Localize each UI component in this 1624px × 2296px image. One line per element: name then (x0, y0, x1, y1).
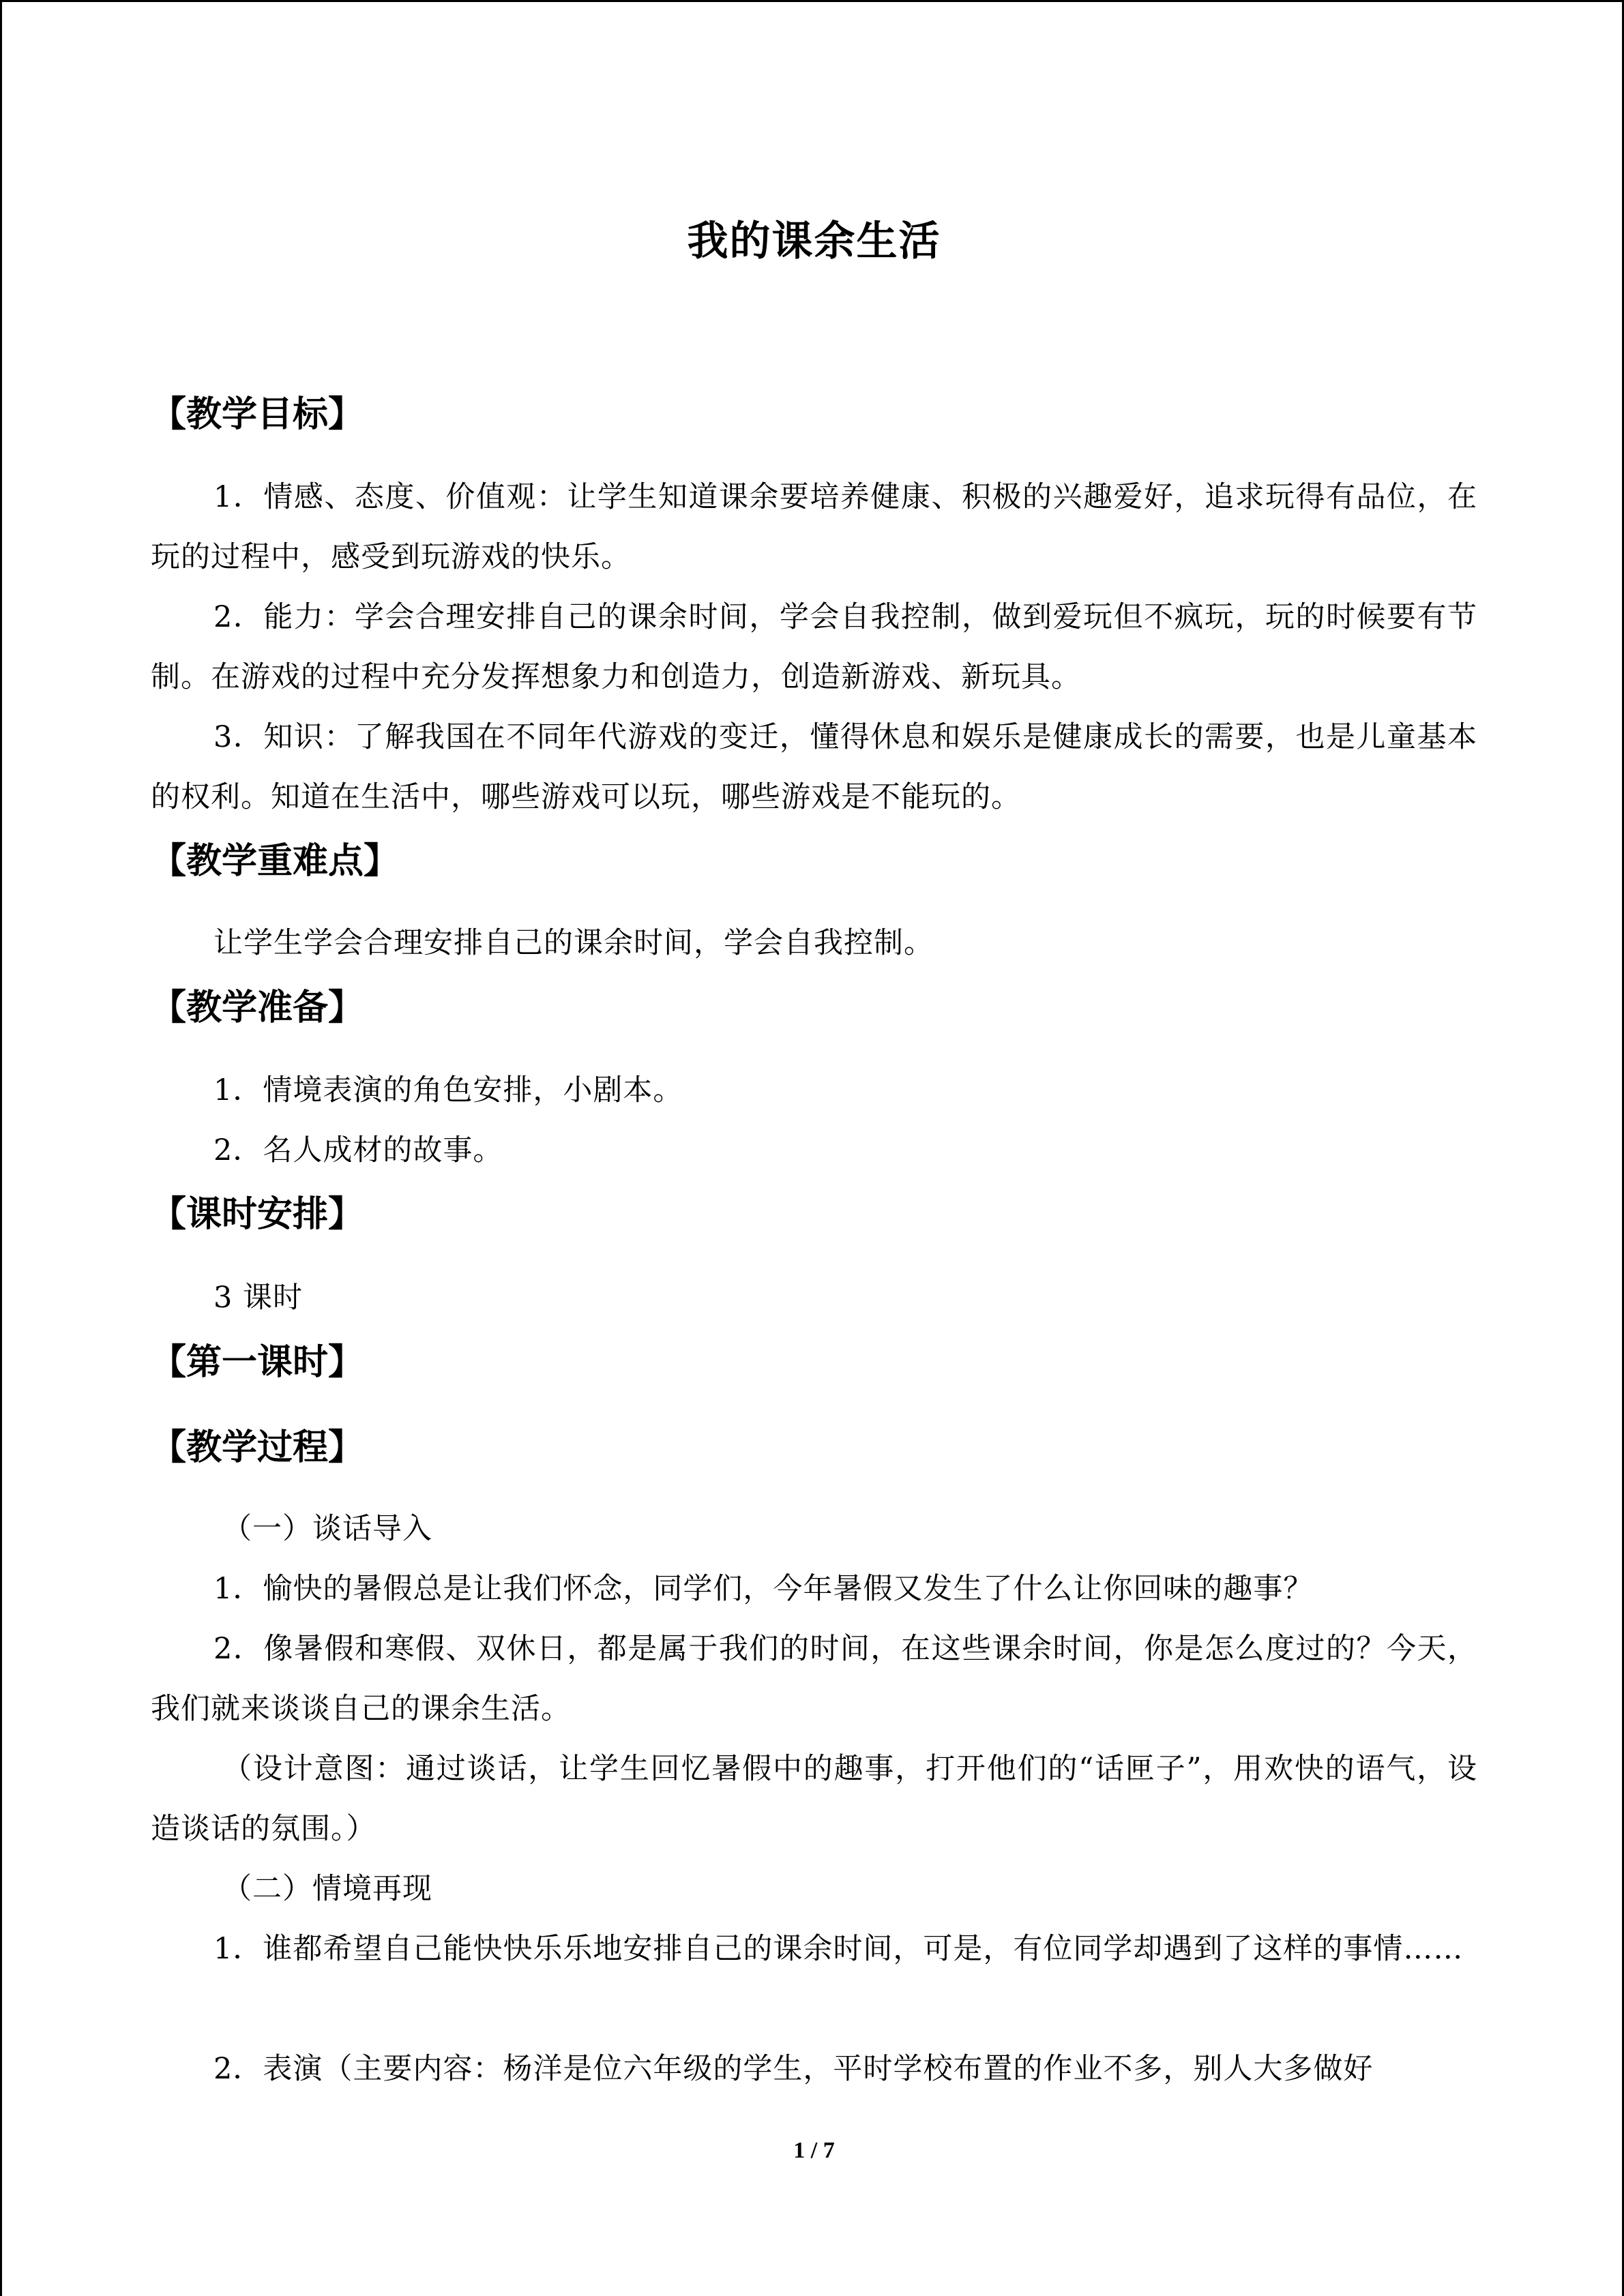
page-number: 1 / 7 (793, 2138, 835, 2163)
heading-lesson-one: 【第一课时】 (151, 1342, 364, 1383)
process-part1-title: （一）谈话导入 (222, 1512, 432, 1546)
goal-item-3: 3．知识：了解我国在不同年代游戏的变迁，懂得休息和娱乐是健康成长的需要，也是儿童基本的权利。知道在生活中，哪些游戏可以玩，哪些游戏是不能玩的。 (151, 720, 1477, 814)
goal-item-2: 2．能力：学会合理安排自己的课余时间，学会自我控制，做到爱玩但不疯玩，玩的时候要有节制。在游戏的过程中充分发挥想象力和创造力，创造新游戏、新玩具。 (151, 600, 1477, 694)
process-part1-note: （设计意图：通过谈话，让学生回忆暑假中的趣事，打开他们的“话匣子”，用欢快的语气，设造谈话的氛围。） (151, 1752, 1477, 1846)
document-title: 我的课余生活 (687, 218, 941, 265)
key-points-text: 让学生学会合理安排自己的课余时间，学会自我控制。 (213, 926, 934, 960)
process-part1-item-1: 1．愉快的暑假总是让我们怀念，同学们，今年暑假又发生了什么让你回味的趣事？ (213, 1572, 1314, 1606)
goal-item-1: 1．情感、态度、价值观：让学生知道课余要培养健康、积极的兴趣爱好，追求玩得有品位，在玩的过程中，感受到玩游戏的快乐。 (151, 480, 1477, 574)
process-part2-title: （二）情境再现 (222, 1872, 432, 1906)
preparation-item-2: 2．名人成材的故事。 (213, 1133, 503, 1167)
heading-preparation: 【教学准备】 (151, 987, 364, 1028)
heading-teaching-goals: 【教学目标】 (151, 394, 364, 435)
preparation-item-1: 1．情境表演的角色安排，小剧本。 (213, 1073, 683, 1107)
heading-schedule: 【课时安排】 (151, 1194, 364, 1235)
process-part2-item-2: 2．表演（主要内容：杨洋是位六年级的学生，平时学校布置的作业不多，别人大多做好 (213, 2052, 1374, 2086)
process-part2-item-1: 1．谁都希望自己能快快乐乐地安排自己的课余时间，可是，有位同学却遇到了这样的事情…… (213, 1932, 1464, 1966)
schedule-text: 3 课时 (213, 1281, 304, 1315)
heading-teaching-process: 【教学过程】 (151, 1427, 364, 1468)
process-part1-item-2: 2．像暑假和寒假、双休日，都是属于我们的时间，在这些课余时间，你是怎么度过的？今天，我们就来谈谈自己的课余生活。 (151, 1632, 1477, 1726)
heading-key-points: 【教学重难点】 (151, 841, 400, 882)
